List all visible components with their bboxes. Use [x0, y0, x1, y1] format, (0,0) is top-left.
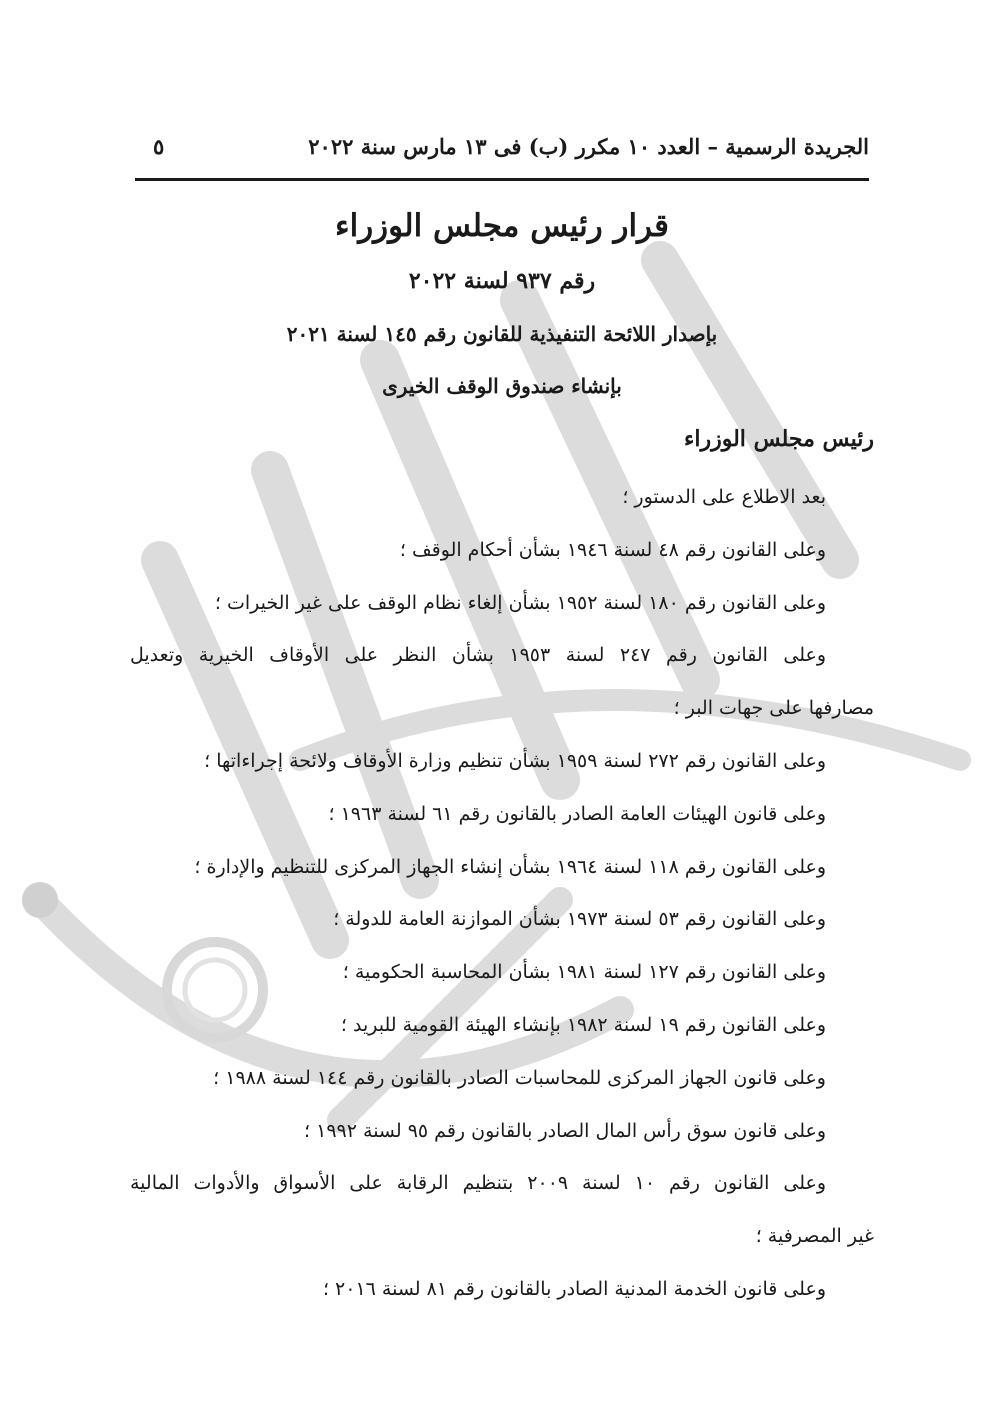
preamble-line: وعلى القانون رقم ٢٧٢ لسنة ١٩٥٩ بشأن تنظيم وزارة الأوقاف ولائحة إجراءاتها ؛: [204, 749, 826, 772]
preamble-line: وعلى قانون الهيئات العامة الصادر بالقانون رقم ٦١ لسنة ١٩٦٣ ؛: [328, 802, 826, 825]
header-title: الجريدة الرسمية – العدد ١٠ مكرر (ب) فى ١٣ مارس سنة ٢٠٢٢: [308, 133, 869, 159]
preamble-line: وعلى القانون رقم ٥٣ لسنة ١٩٧٣ بشأن الموازنة العامة للدولة ؛: [333, 908, 826, 931]
decree-subject-line-2: بإنشاء صندوق الوقف الخيرى: [382, 374, 622, 398]
preamble-line: وعلى القانون رقم ١٢٧ لسنة ١٩٨١ بشأن المحاسبة الحكومية ؛: [342, 961, 826, 984]
header-divider: [135, 178, 869, 181]
signer-heading: رئيس مجلس الوزراء: [684, 426, 874, 452]
page-header: [135, 128, 869, 164]
preamble-line: غير المصرفية ؛: [755, 1225, 874, 1248]
decree-title: قرار رئيس مجلس الوزراء: [335, 208, 669, 244]
preamble-line: وعلى قانون سوق رأس المال الصادر بالقانون رقم ٩٥ لسنة ١٩٩٢ ؛: [304, 1119, 826, 1142]
preamble-line: وعلى القانون رقم ١١٨ لسنة ١٩٦٤ بشأن إنشاء الجهاز المركزى للتنظيم والإدارة ؛: [194, 855, 826, 878]
page-number: ٥: [153, 133, 165, 159]
decree-subject-line-1: بإصدار اللائحة التنفيذية للقانون رقم ١٤٥ لسنة ٢٠٢١: [286, 322, 718, 346]
preamble-line: مصارفها على جهات البر ؛: [673, 697, 874, 720]
preamble-line: وعلى القانون رقم ١٨٠ لسنة ١٩٥٢ بشأن إلغاء نظام الوقف على غير الخيرات ؛: [214, 591, 826, 614]
decree-number: رقم ٩٣٧ لسنة ٢٠٢٢: [408, 268, 596, 294]
preamble-line: وعلى القانون رقم ٤٨ لسنة ١٩٤٦ بشأن أحكام الوقف ؛: [399, 538, 826, 561]
preamble-line: وعلى القانون رقم ١٩ لسنة ١٩٨٢ بإنشاء الهيئة القومية للبريد ؛: [340, 1013, 826, 1036]
preamble-line: بعد الاطلاع على الدستور ؛: [622, 486, 826, 508]
preamble: [130, 478, 874, 1323]
preamble-line: وعلى قانون الخدمة المدنية الصادر بالقانون رقم ٨١ لسنة ٢٠١٦ ؛: [322, 1277, 826, 1300]
preamble-line: وعلى القانون رقم ٢٤٧ لسنة ١٩٥٣ بشأن النظر على الأوقاف الخيرية وتعديل: [130, 644, 827, 667]
preamble-line: وعلى قانون الجهاز المركزى للمحاسبات الصادر بالقانون رقم ١٤٤ لسنة ١٩٨٨ ؛: [213, 1066, 826, 1089]
preamble-line: وعلى القانون رقم ١٠ لسنة ٢٠٠٩ بتنظيم الرقابة على الأسواق والأدوات المالية: [130, 1172, 826, 1195]
